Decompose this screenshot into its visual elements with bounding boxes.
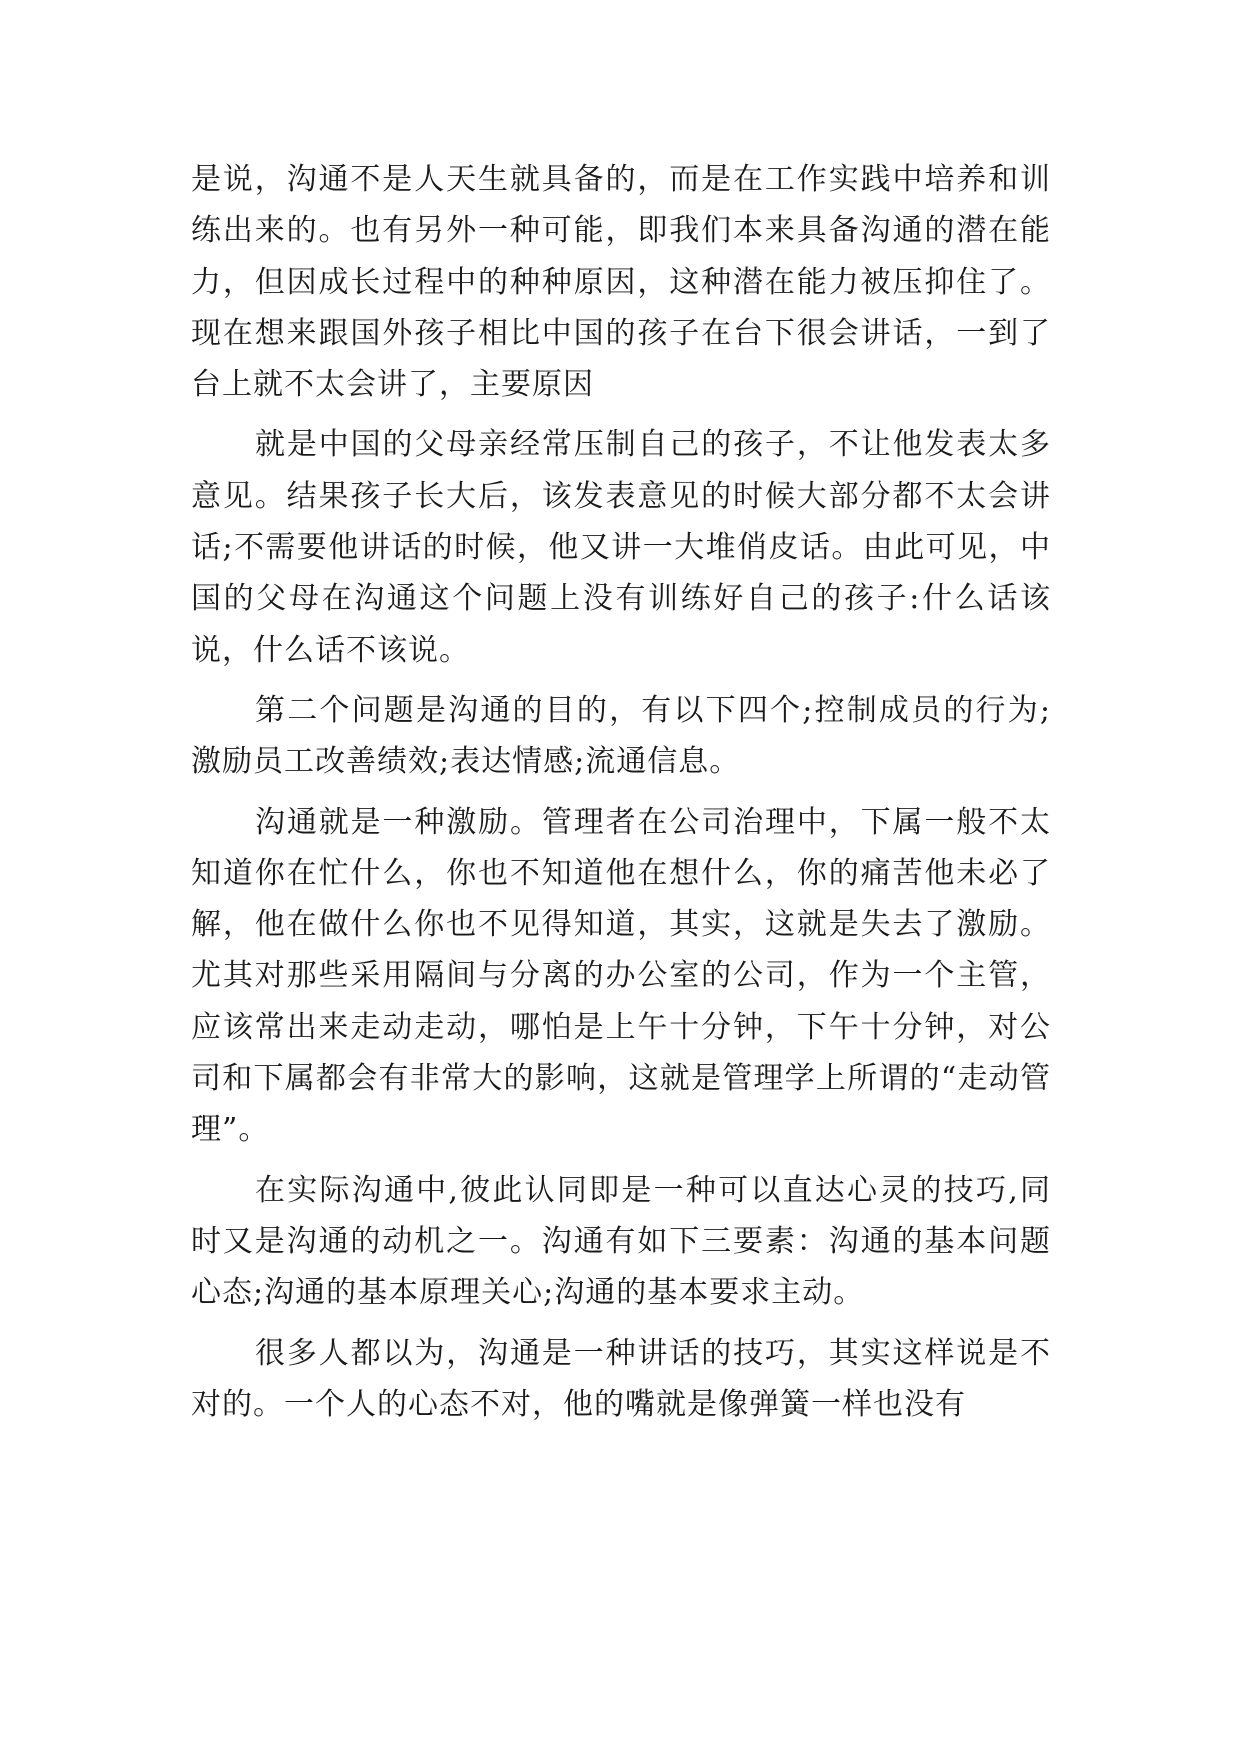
body-text (191, 154, 1051, 1430)
paragraph-3: 第二个问题是沟通的目的，有以下四个;控制成员的行为;激励员工改善绩效;表达情感;流通信息。 (191, 692, 1051, 780)
paragraph-2: 就是中国的父母亲经常压制自己的孩子，不让他发表太多意见。结果孩子长大后，该发表意见的时候大部分都不太会讲话;不需要他讲话的时候，他又讲一大堆俏皮话。由此可见，中国的父母在沟通这个问题上没有训练好自己的孩子:什么话该说，什么话不该说。 (191, 427, 1051, 668)
paragraph-6: 很多人都以为，沟通是一种讲话的技巧，其实这样说是不对的。一个人的心态不对，他的嘴就是像弹簧一样也没有 (191, 1335, 1051, 1422)
paragraph-1: 是说，沟通不是人天生就具备的，而是在工作实践中培养和训练出来的。也有另外一种可能，即我们本来具备沟通的潜在能力，但因成长过程中的种种原因，这种潜在能力被压抑住了。现在想来跟国外孩子相比中国的孩子在台下很会讲话，一到了台上就不太会讲了，主要原因 (191, 162, 1051, 403)
paragraph-5: 在实际沟通中,彼此认同即是一种可以直达心灵的技巧,同时又是沟通的动机之一。沟通有如下三要素：沟通的基本问题心态;沟通的基本原理关心;沟通的基本要求主动。 (191, 1172, 1051, 1311)
paragraph-4: 沟通就是一种激励。管理者在公司治理中，下属一般不太知道你在忙什么，你也不知道他在想什么，你的痛苦他未必了解，他在做什么你也不见得知道，其实，这就是失去了激励。尤其对那些采用隔间与分离的办公室的公司，作为一个主管，应该常出来走动走动，哪怕是上午十分钟，下午十分钟，对公司和下属都会有非常大的影响，这就是管理学上所谓的“走动管理”。 (191, 804, 1051, 1148)
